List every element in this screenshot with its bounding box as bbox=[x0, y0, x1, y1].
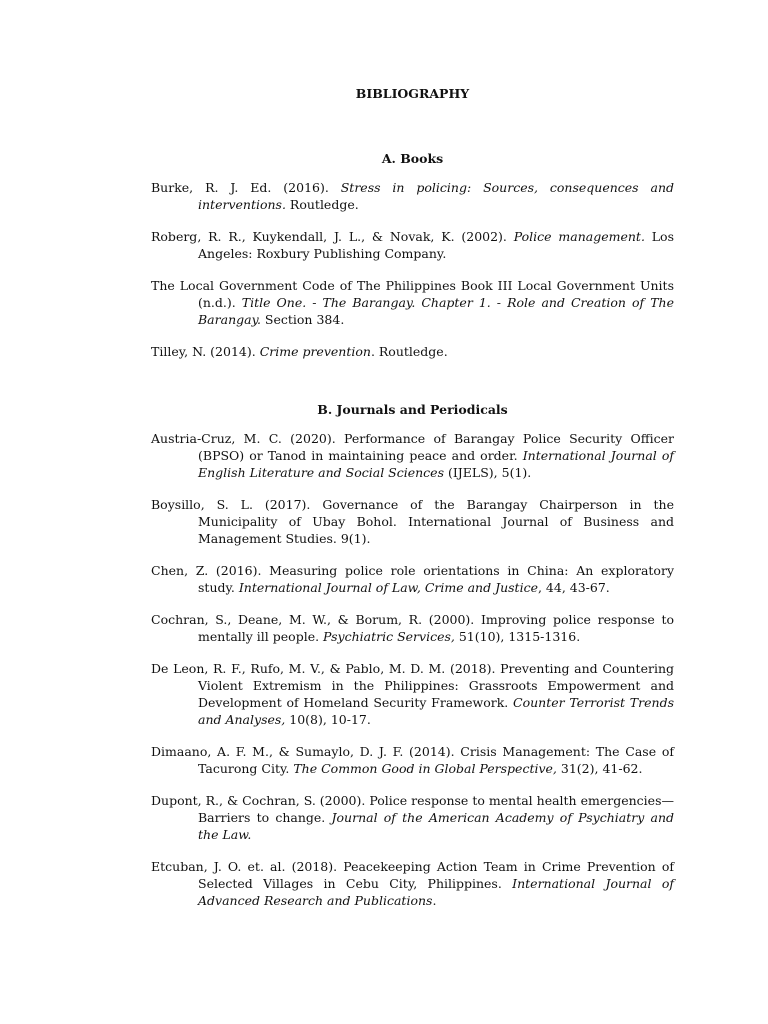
reference-text: Austria-Cruz, M. C. (2020). Performance of Barangay Police Security Officer (BPSO) or Tanod in maintaining peace and order. bbox=[151, 431, 674, 463]
reference-text: Burke, R. J. Ed. (2016). bbox=[151, 180, 341, 195]
reference-text: The Local Government Code of The Philippines Book III Local Government Units (n.d.). bbox=[151, 278, 674, 310]
reference-text: Section 384. bbox=[260, 312, 345, 327]
reference-entry bbox=[151, 496, 674, 547]
reference-source-title: International Journal of English Literature and Social Sciences bbox=[198, 448, 674, 480]
reference-text: Chen, Z. (2016). Measuring police role orientations in China: An exploratory study. bbox=[151, 563, 674, 595]
reference-text: . Routledge. bbox=[370, 344, 448, 359]
books-list bbox=[151, 179, 674, 360]
reference-entry bbox=[151, 228, 674, 262]
reference-source-title: Counter Terrorist Trends and Analyses, bbox=[198, 695, 674, 727]
section-heading-journals: B. Journals and Periodicals bbox=[317, 402, 508, 417]
reference-source-title: Stress in policing: Sources, consequences and interventions. bbox=[198, 180, 674, 212]
reference-entry bbox=[151, 430, 674, 481]
reference-text: Routledge. bbox=[285, 197, 359, 212]
reference-entry bbox=[151, 179, 674, 213]
reference-text: Tilley, N. (2014). bbox=[151, 344, 260, 359]
reference-source-title: International Journal of Law, Crime and Justice bbox=[238, 580, 538, 595]
reference-source-title: Psychiatric Services, bbox=[323, 629, 455, 644]
reference-text: (IJELS), 5(1). bbox=[444, 465, 532, 480]
bibliography-page bbox=[151, 86, 674, 909]
reference-source-title: International Journal of Advanced Research and Publications bbox=[198, 876, 674, 908]
reference-source-title: The Common Good in Global Perspective, bbox=[293, 761, 557, 776]
reference-text: Dupont, R., & Cochran, S. (2000). Police response to mental health emergencies—Barriers to change. bbox=[151, 793, 674, 825]
reference-entry bbox=[151, 343, 674, 360]
reference-text: Dimaano, A. F. M., & Sumaylo, D. J. F. (2014). Crisis Management: The Case of Tacurong City. bbox=[151, 744, 674, 776]
reference-entry bbox=[151, 743, 674, 777]
reference-text: Boysillo, S. L. (2017). Governance of the Barangay Chairperson in the Municipality of Ubay Bohol. International Journal of Business and Management Studies. 9(1). bbox=[151, 497, 674, 546]
reference-entry bbox=[151, 562, 674, 596]
reference-text: 10(8), 10-17. bbox=[285, 712, 371, 727]
journals-list bbox=[151, 430, 674, 909]
reference-text: Cochran, S., Deane, M. W., & Borum, R. (2000). Improving police response to mentally ill people. bbox=[151, 612, 674, 644]
reference-source-title: Title One. - The Barangay. Chapter 1. - Role and Creation of The Barangay. bbox=[198, 295, 674, 327]
reference-entry bbox=[151, 792, 674, 843]
reference-entry bbox=[151, 660, 674, 728]
reference-entry bbox=[151, 277, 674, 328]
reference-text: De Leon, R. F., Rufo, M. V., & Pablo, M. D. M. (2018). Preventing and Countering Violent Extremism in the Philippines: Grassroots Empowerment and Development of Homeland Security Framework. bbox=[151, 661, 674, 710]
section-heading-books: A. Books bbox=[381, 151, 444, 166]
reference-text: , 44, 43-67. bbox=[537, 580, 610, 595]
reference-text: . bbox=[432, 893, 437, 908]
reference-entry bbox=[151, 858, 674, 909]
page-title: BIBLIOGRAPHY bbox=[355, 86, 470, 101]
reference-text: 31(2), 41-62. bbox=[556, 761, 643, 776]
reference-text: Los Angeles: Roxbury Publishing Company. bbox=[198, 229, 674, 261]
reference-source-title: Journal of the American Academy of Psychiatry and the Law. bbox=[198, 810, 674, 842]
reference-text: Etcuban, J. O. et. al. (2018). Peacekeeping Action Team in Crime Prevention of Selected Villages in Cebu City, Philippines. bbox=[151, 859, 674, 891]
reference-text: Roberg, R. R., Kuykendall, J. L., & Novak, K. (2002). bbox=[151, 229, 514, 244]
reference-text: 51(10), 1315-1316. bbox=[454, 629, 581, 644]
reference-source-title: Police management. bbox=[513, 229, 645, 244]
reference-entry bbox=[151, 611, 674, 645]
reference-source-title: Crime prevention bbox=[259, 344, 371, 359]
